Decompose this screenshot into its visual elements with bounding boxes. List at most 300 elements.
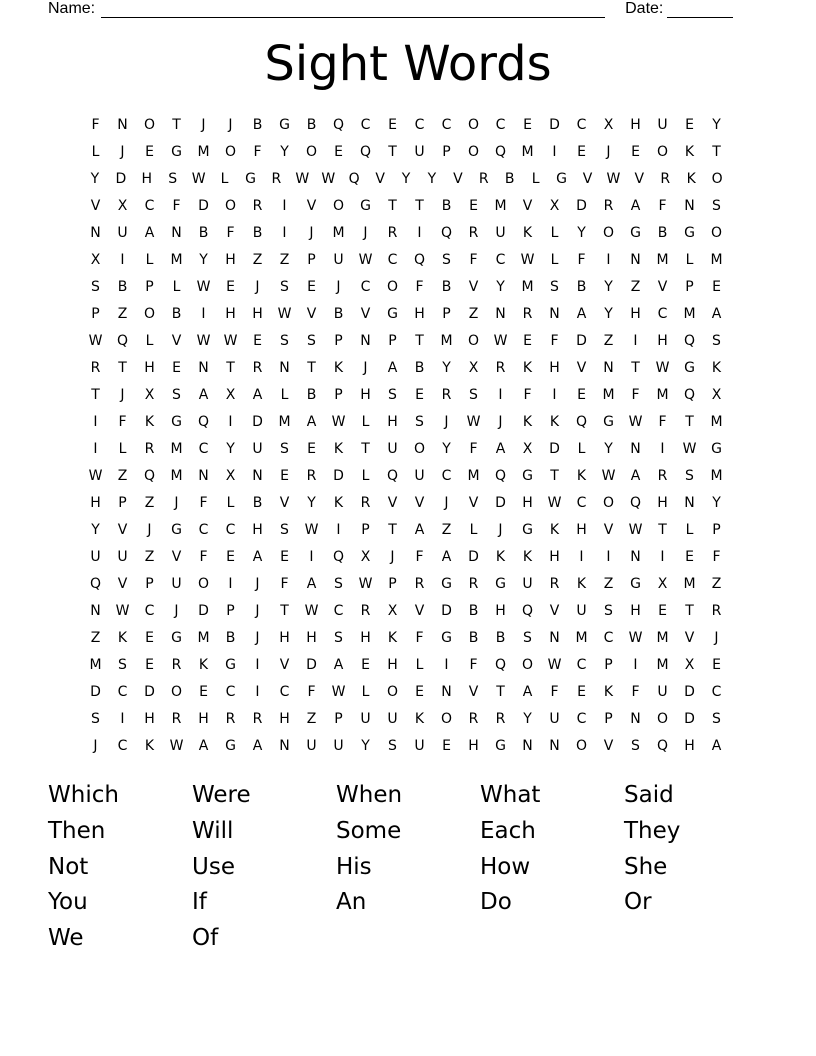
grid-letter[interactable]: P (334, 711, 343, 727)
grid-letter[interactable]: Q (521, 603, 534, 619)
grid-letter[interactable]: C (576, 495, 587, 511)
grid-letter[interactable]: J (120, 144, 125, 160)
grid-letter[interactable]: V (279, 495, 290, 511)
grid-letter[interactable]: W (606, 171, 621, 187)
grid-letter[interactable]: V (582, 171, 593, 187)
grid-letter[interactable]: W (304, 522, 319, 538)
grid-letter[interactable]: N (360, 333, 371, 349)
grid-letter[interactable]: Y (442, 360, 451, 376)
grid-letter[interactable]: D (333, 468, 344, 484)
grid-letter[interactable]: T (496, 684, 505, 700)
grid-letter[interactable]: D (198, 198, 209, 214)
grid-letter[interactable]: V (576, 360, 587, 376)
grid-letter[interactable]: R (171, 657, 182, 673)
grid-letter[interactable]: Y (199, 252, 208, 268)
grid-letter[interactable]: A (252, 549, 263, 565)
grid-letter[interactable]: W (196, 279, 211, 295)
grid-letter[interactable]: R (271, 171, 282, 187)
grid-letter[interactable]: A (630, 198, 641, 214)
grid-letter[interactable]: S (523, 630, 532, 646)
grid-letter[interactable]: D (115, 171, 127, 187)
grid-letter[interactable]: F (226, 225, 235, 241)
grid-letter[interactable]: D (684, 711, 695, 727)
grid-letter[interactable]: P (361, 522, 370, 538)
grid-letter[interactable]: C (225, 684, 236, 700)
grid-letter[interactable]: C (279, 684, 290, 700)
grid-letter[interactable]: G (225, 657, 236, 673)
grid-letter[interactable]: G (441, 576, 452, 592)
grid-letter[interactable]: C (657, 306, 668, 322)
grid-letter[interactable]: I (633, 657, 638, 673)
grid-letter[interactable]: O (197, 576, 210, 592)
grid-letter[interactable]: G (522, 522, 533, 538)
grid-letter[interactable]: A (198, 387, 209, 403)
grid-letter[interactable]: N (198, 360, 209, 376)
grid-letter[interactable]: E (226, 549, 235, 565)
grid-letter[interactable]: N (630, 441, 641, 457)
grid-letter[interactable]: W (628, 630, 643, 646)
grid-letter[interactable]: D (306, 657, 317, 673)
grid-letter[interactable]: C (495, 252, 506, 268)
grid-letter[interactable]: I (498, 387, 503, 403)
grid-letter[interactable]: Y (442, 441, 451, 457)
grid-letter[interactable]: R (711, 603, 722, 619)
grid-letter[interactable]: Q (197, 414, 210, 430)
grid-letter[interactable]: M (197, 630, 210, 646)
grid-letter[interactable]: X (90, 252, 101, 268)
grid-letter[interactable]: T (631, 360, 640, 376)
grid-letter[interactable]: F (658, 414, 667, 430)
grid-letter[interactable]: O (413, 441, 426, 457)
grid-letter[interactable]: C (576, 117, 587, 133)
grid-letter[interactable]: S (280, 441, 289, 457)
grid-letter[interactable]: A (441, 549, 452, 565)
grid-letter[interactable]: K (522, 414, 533, 430)
grid-letter[interactable]: G (495, 738, 506, 754)
grid-letter[interactable]: H (198, 711, 209, 727)
grid-letter[interactable]: M (521, 279, 534, 295)
grid-letter[interactable]: E (712, 279, 721, 295)
grid-letter[interactable]: A (495, 441, 506, 457)
grid-letter[interactable]: H (630, 603, 641, 619)
grid-letter[interactable]: I (309, 549, 314, 565)
grid-letter[interactable]: R (387, 225, 398, 241)
grid-letter[interactable]: E (577, 684, 586, 700)
grid-letter[interactable]: N (630, 252, 641, 268)
grid-letter[interactable]: C (441, 468, 452, 484)
grid-letter[interactable]: U (171, 576, 182, 592)
grid-letter[interactable]: E (415, 387, 424, 403)
grid-letter[interactable]: A (144, 225, 155, 241)
grid-letter[interactable]: K (603, 684, 614, 700)
grid-letter[interactable]: M (89, 657, 102, 673)
grid-letter[interactable]: M (197, 144, 210, 160)
grid-letter[interactable]: P (334, 333, 343, 349)
grid-letter[interactable]: K (549, 522, 560, 538)
grid-letter[interactable]: V (90, 198, 101, 214)
grid-letter[interactable]: E (199, 684, 208, 700)
grid-letter[interactable]: H (387, 657, 398, 673)
grid-letter[interactable]: K (198, 657, 209, 673)
grid-letter[interactable]: B (306, 387, 317, 403)
grid-letter[interactable]: K (414, 711, 425, 727)
grid-letter[interactable]: G (603, 414, 614, 430)
grid-letter[interactable]: T (91, 387, 100, 403)
grid-letter[interactable]: M (656, 387, 669, 403)
grid-letter[interactable]: W (358, 576, 373, 592)
grid-letter[interactable]: H (630, 306, 641, 322)
grid-letter[interactable]: D (198, 603, 209, 619)
grid-letter[interactable]: L (91, 144, 100, 160)
grid-letter[interactable]: G (441, 630, 452, 646)
grid-letter[interactable]: S (334, 576, 343, 592)
grid-letter[interactable]: Y (604, 441, 613, 457)
grid-letter[interactable]: H (387, 414, 398, 430)
grid-letter[interactable]: F (253, 144, 262, 160)
grid-letter[interactable]: P (685, 279, 694, 295)
grid-letter[interactable]: A (711, 306, 722, 322)
grid-letter[interactable]: D (252, 414, 263, 430)
grid-letter[interactable]: X (522, 441, 533, 457)
grid-letter[interactable]: N (90, 603, 101, 619)
grid-letter[interactable]: X (360, 549, 371, 565)
grid-letter[interactable]: X (603, 117, 614, 133)
grid-letter[interactable]: F (469, 441, 478, 457)
grid-letter[interactable]: K (684, 144, 695, 160)
grid-letter[interactable]: E (253, 333, 262, 349)
grid-letter[interactable]: W (277, 306, 292, 322)
grid-letter[interactable]: J (255, 603, 260, 619)
grid-letter[interactable]: I (282, 225, 287, 241)
grid-letter[interactable]: M (494, 198, 507, 214)
grid-letter[interactable]: F (172, 198, 181, 214)
grid-letter[interactable]: B (468, 630, 479, 646)
grid-letter[interactable]: I (606, 252, 611, 268)
grid-letter[interactable]: R (90, 360, 101, 376)
grid-letter[interactable]: V (117, 522, 128, 538)
grid-letter[interactable]: C (198, 441, 209, 457)
grid-letter[interactable]: J (255, 630, 260, 646)
grid-letter[interactable]: N (630, 711, 641, 727)
grid-letter[interactable]: G (360, 198, 371, 214)
grid-letter[interactable]: Z (306, 711, 317, 727)
grid-letter[interactable]: O (656, 711, 669, 727)
grid-letter[interactable]: N (684, 495, 695, 511)
grid-letter[interactable]: C (576, 657, 587, 673)
grid-letter[interactable]: L (280, 387, 289, 403)
grid-letter[interactable]: A (306, 576, 317, 592)
grid-letter[interactable]: W (115, 603, 130, 619)
grid-letter[interactable]: M (656, 630, 669, 646)
grid-letter[interactable]: M (710, 252, 723, 268)
grid-letter[interactable]: F (577, 252, 586, 268)
grid-letter[interactable]: L (145, 333, 154, 349)
grid-letter[interactable]: Y (427, 171, 437, 187)
grid-letter[interactable]: E (685, 117, 694, 133)
grid-letter[interactable]: Q (359, 144, 372, 160)
grid-letter[interactable]: H (225, 306, 236, 322)
grid-letter[interactable]: H (144, 360, 155, 376)
grid-letter[interactable]: L (226, 495, 235, 511)
grid-letter[interactable]: Z (144, 495, 155, 511)
grid-letter[interactable]: O (440, 711, 453, 727)
date-field-line[interactable] (667, 3, 733, 18)
grid-letter[interactable]: X (225, 387, 236, 403)
grid-letter[interactable]: T (226, 360, 235, 376)
grid-letter[interactable]: G (495, 576, 506, 592)
grid-letter[interactable]: U (387, 711, 398, 727)
grid-letter[interactable]: C (144, 198, 155, 214)
grid-letter[interactable]: J (498, 414, 503, 430)
grid-letter[interactable]: S (172, 387, 181, 403)
grid-letter[interactable]: W (493, 333, 508, 349)
grid-letter[interactable]: W (169, 738, 184, 754)
grid-letter[interactable]: M (710, 468, 723, 484)
grid-letter[interactable]: P (712, 522, 721, 538)
grid-letter[interactable]: R (522, 306, 533, 322)
grid-letter[interactable]: W (547, 495, 562, 511)
grid-letter[interactable]: V (549, 603, 560, 619)
grid-letter[interactable]: R (549, 576, 560, 592)
grid-letter[interactable]: C (117, 738, 128, 754)
grid-letter[interactable]: Q (89, 576, 102, 592)
grid-letter[interactable]: N (252, 468, 263, 484)
grid-letter[interactable]: H (306, 630, 317, 646)
grid-letter[interactable]: I (606, 549, 611, 565)
grid-letter[interactable]: L (361, 468, 370, 484)
grid-letter[interactable]: I (282, 198, 287, 214)
grid-letter[interactable]: Q (440, 225, 453, 241)
grid-letter[interactable]: B (225, 630, 236, 646)
grid-letter[interactable]: Y (226, 441, 235, 457)
grid-letter[interactable]: F (415, 630, 424, 646)
grid-letter[interactable]: T (550, 468, 559, 484)
grid-letter[interactable]: U (306, 738, 317, 754)
grid-letter[interactable]: V (657, 279, 668, 295)
grid-letter[interactable]: S (712, 711, 721, 727)
grid-letter[interactable]: C (117, 684, 128, 700)
grid-letter[interactable]: P (118, 495, 127, 511)
grid-letter[interactable]: T (307, 360, 316, 376)
grid-letter[interactable]: H (684, 738, 695, 754)
grid-letter[interactable]: H (549, 360, 560, 376)
grid-letter[interactable]: Z (468, 306, 479, 322)
grid-letter[interactable]: S (334, 630, 343, 646)
grid-letter[interactable]: C (225, 522, 236, 538)
grid-letter[interactable]: B (252, 117, 263, 133)
grid-letter[interactable]: S (442, 252, 451, 268)
grid-letter[interactable]: K (576, 576, 587, 592)
grid-letter[interactable]: D (576, 333, 587, 349)
grid-letter[interactable]: D (549, 117, 560, 133)
grid-letter[interactable]: N (117, 117, 128, 133)
grid-letter[interactable]: I (93, 414, 98, 430)
grid-letter[interactable]: P (145, 576, 154, 592)
grid-letter[interactable]: G (171, 414, 182, 430)
grid-letter[interactable]: E (172, 360, 181, 376)
grid-letter[interactable]: H (630, 117, 641, 133)
grid-letter[interactable]: R (660, 171, 671, 187)
grid-letter[interactable]: B (198, 225, 209, 241)
grid-letter[interactable]: T (280, 603, 289, 619)
grid-letter[interactable]: P (226, 603, 235, 619)
grid-letter[interactable]: C (144, 603, 155, 619)
grid-letter[interactable]: C (360, 279, 371, 295)
grid-letter[interactable]: T (415, 333, 424, 349)
grid-letter[interactable]: Q (143, 468, 156, 484)
grid-letter[interactable]: F (550, 333, 559, 349)
grid-letter[interactable]: O (575, 738, 588, 754)
grid-letter[interactable]: I (228, 576, 233, 592)
grid-letter[interactable]: B (495, 630, 506, 646)
grid-letter[interactable]: W (295, 171, 310, 187)
grid-letter[interactable]: K (522, 360, 533, 376)
grid-letter[interactable]: V (387, 495, 398, 511)
grid-letter[interactable]: K (576, 468, 587, 484)
grid-letter[interactable]: J (309, 225, 314, 241)
grid-letter[interactable]: I (201, 306, 206, 322)
grid-letter[interactable]: W (191, 171, 206, 187)
grid-letter[interactable]: O (143, 306, 156, 322)
grid-letter[interactable]: Q (494, 657, 507, 673)
grid-letter[interactable]: G (630, 225, 641, 241)
grid-letter[interactable]: V (279, 657, 290, 673)
grid-letter[interactable]: Z (117, 468, 128, 484)
grid-letter[interactable]: O (305, 144, 318, 160)
grid-letter[interactable]: Y (401, 171, 411, 187)
grid-letter[interactable]: R (441, 387, 452, 403)
grid-letter[interactable]: S (280, 279, 289, 295)
grid-letter[interactable]: Y (523, 711, 532, 727)
grid-letter[interactable]: W (466, 414, 481, 430)
grid-letter[interactable]: M (710, 414, 723, 430)
grid-letter[interactable]: S (168, 171, 178, 187)
grid-letter[interactable]: V (468, 279, 479, 295)
grid-letter[interactable]: O (602, 225, 615, 241)
grid-letter[interactable]: G (387, 306, 398, 322)
grid-letter[interactable]: L (685, 252, 694, 268)
grid-letter[interactable]: S (307, 333, 316, 349)
grid-letter[interactable]: I (120, 711, 125, 727)
grid-letter[interactable]: K (144, 414, 155, 430)
grid-letter[interactable]: U (522, 576, 533, 592)
grid-letter[interactable]: L (415, 657, 424, 673)
grid-letter[interactable]: P (604, 657, 613, 673)
grid-letter[interactable]: W (655, 360, 670, 376)
grid-letter[interactable]: U (387, 441, 398, 457)
grid-letter[interactable]: S (685, 468, 694, 484)
grid-letter[interactable]: C (360, 117, 371, 133)
grid-letter[interactable]: S (712, 198, 721, 214)
grid-letter[interactable]: L (145, 252, 154, 268)
grid-letter[interactable]: N (549, 738, 560, 754)
grid-letter[interactable]: F (469, 252, 478, 268)
grid-letter[interactable]: V (684, 630, 695, 646)
grid-letter[interactable]: B (333, 306, 344, 322)
grid-letter[interactable]: V (414, 495, 425, 511)
grid-letter[interactable]: J (174, 603, 179, 619)
grid-letter[interactable]: W (628, 522, 643, 538)
grid-letter[interactable]: Q (348, 171, 360, 187)
grid-letter[interactable]: E (415, 684, 424, 700)
grid-letter[interactable]: T (388, 198, 397, 214)
grid-letter[interactable]: A (252, 387, 263, 403)
name-field-line[interactable] (101, 3, 605, 18)
grid-letter[interactable]: S (388, 738, 397, 754)
grid-letter[interactable]: I (633, 333, 638, 349)
grid-letter[interactable]: E (712, 657, 721, 673)
grid-letter[interactable]: H (279, 630, 290, 646)
grid-letter[interactable]: I (228, 414, 233, 430)
grid-letter[interactable]: P (91, 306, 100, 322)
grid-letter[interactable]: A (711, 738, 722, 754)
grid-letter[interactable]: X (549, 198, 560, 214)
grid-letter[interactable]: M (656, 657, 669, 673)
grid-letter[interactable]: E (469, 198, 478, 214)
grid-letter[interactable]: K (495, 549, 506, 565)
grid-letter[interactable]: F (199, 549, 208, 565)
grid-letter[interactable]: R (603, 198, 614, 214)
grid-letter[interactable]: Z (279, 252, 290, 268)
grid-letter[interactable]: Q (575, 414, 588, 430)
grid-letter[interactable]: R (252, 360, 263, 376)
grid-letter[interactable]: T (118, 360, 127, 376)
grid-letter[interactable]: N (630, 549, 641, 565)
grid-letter[interactable]: X (225, 468, 236, 484)
grid-letter[interactable]: F (550, 684, 559, 700)
grid-letter[interactable]: D (90, 684, 101, 700)
grid-letter[interactable]: Q (116, 333, 129, 349)
grid-letter[interactable]: Q (494, 144, 507, 160)
grid-letter[interactable]: T (712, 144, 721, 160)
grid-letter[interactable]: M (575, 630, 588, 646)
grid-letter[interactable]: S (469, 387, 478, 403)
grid-letter[interactable]: O (467, 117, 480, 133)
grid-letter[interactable]: Y (496, 279, 505, 295)
grid-letter[interactable]: C (333, 603, 344, 619)
grid-letter[interactable]: Z (603, 333, 614, 349)
grid-letter[interactable]: J (444, 495, 449, 511)
grid-letter[interactable]: I (93, 441, 98, 457)
grid-letter[interactable]: B (468, 603, 479, 619)
grid-letter[interactable]: U (90, 549, 101, 565)
grid-letter[interactable]: Z (630, 279, 641, 295)
grid-letter[interactable]: J (714, 630, 719, 646)
grid-letter[interactable]: I (417, 225, 422, 241)
grid-letter[interactable]: W (331, 414, 346, 430)
grid-letter[interactable]: I (552, 144, 557, 160)
grid-letter[interactable]: O (170, 684, 183, 700)
grid-letter[interactable]: G (711, 441, 722, 457)
grid-letter[interactable]: B (252, 225, 263, 241)
grid-letter[interactable]: S (280, 333, 289, 349)
grid-letter[interactable]: W (88, 333, 103, 349)
grid-letter[interactable]: O (656, 144, 669, 160)
grid-letter[interactable]: A (630, 468, 641, 484)
grid-letter[interactable]: E (577, 387, 586, 403)
grid-letter[interactable]: U (117, 225, 128, 241)
grid-letter[interactable]: I (255, 684, 260, 700)
grid-letter[interactable]: C (711, 684, 722, 700)
grid-letter[interactable]: O (521, 657, 534, 673)
grid-letter[interactable]: D (468, 549, 479, 565)
grid-letter[interactable]: F (523, 387, 532, 403)
grid-letter[interactable]: N (495, 306, 506, 322)
grid-letter[interactable]: U (117, 549, 128, 565)
grid-letter[interactable]: L (469, 522, 478, 538)
grid-letter[interactable]: O (386, 684, 399, 700)
grid-letter[interactable]: R (468, 576, 479, 592)
